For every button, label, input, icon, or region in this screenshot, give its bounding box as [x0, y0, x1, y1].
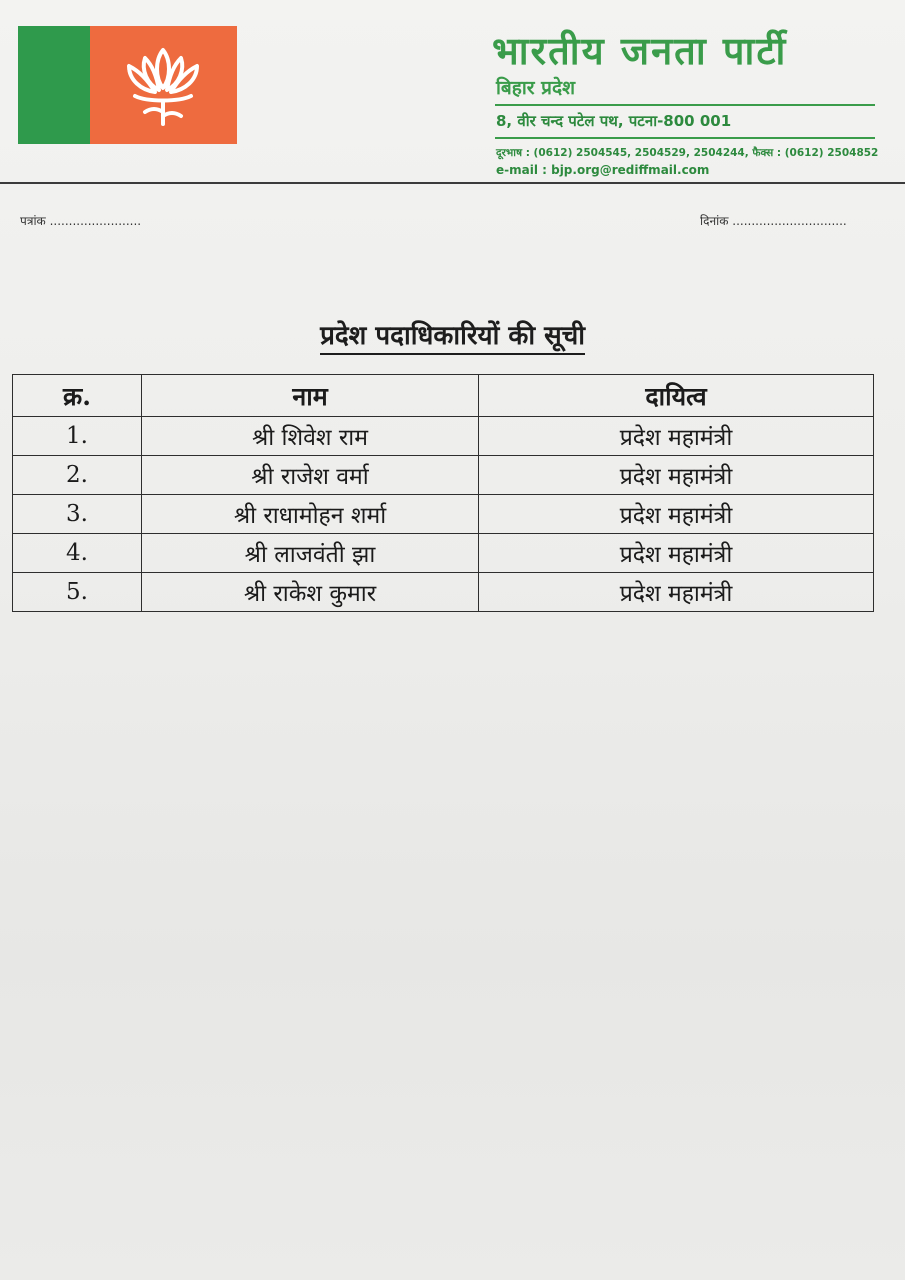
serial-cell: 2. — [13, 456, 142, 495]
column-header-serial: क्र. — [13, 375, 142, 417]
flag-green-band — [18, 26, 90, 144]
document-title-text: प्रदेश पदाधिकारियों की सूची — [320, 321, 585, 355]
phone-fax-line: दूरभाष : (0612) 2504545, 2504529, 2504244, फैक्स : (0612) 2504852 — [496, 147, 879, 159]
header-divider-top — [495, 104, 875, 106]
name-cell: श्री राधामोहन शर्मा — [142, 495, 479, 534]
serial-cell: 4. — [13, 534, 142, 573]
party-flag-logo — [18, 26, 237, 144]
table-row — [13, 495, 874, 534]
flag-saffron-field — [90, 26, 237, 144]
name-cell: श्री शिवेश राम — [142, 417, 479, 456]
column-header-role: दायित्व — [479, 375, 874, 417]
org-name: भारतीय जनता पार्टी — [492, 29, 788, 73]
name-cell: श्री राकेश कुमार — [142, 573, 479, 612]
office-address: 8, वीर चन्द पटेल पथ, पटना-800 001 — [496, 112, 732, 130]
email-line: e-mail : bjp.org@rediffmail.com — [496, 163, 710, 177]
column-header-name: नाम — [142, 375, 479, 417]
serial-cell: 1. — [13, 417, 142, 456]
date-field: दिनांक .............................. — [700, 214, 847, 228]
serial-cell: 3. — [13, 495, 142, 534]
lotus-icon — [115, 40, 211, 132]
table-header-row — [13, 375, 874, 417]
role-cell: प्रदेश महामंत्री — [479, 495, 874, 534]
role-cell: प्रदेश महामंत्री — [479, 456, 874, 495]
header-divider-bottom — [495, 137, 875, 139]
table-row — [13, 417, 874, 456]
serial-cell: 5. — [13, 573, 142, 612]
state-unit: बिहार प्रदेश — [496, 77, 575, 99]
reference-number: पत्रांक ........................ — [20, 214, 142, 228]
role-cell: प्रदेश महामंत्री — [479, 417, 874, 456]
name-cell: श्री लाजवंती झा — [142, 534, 479, 573]
name-cell: श्री राजेश वर्मा — [142, 456, 479, 495]
table-row — [13, 456, 874, 495]
letterhead-rule — [0, 182, 905, 184]
table-row — [13, 534, 874, 573]
document-title — [0, 316, 905, 352]
role-cell: प्रदेश महामंत्री — [479, 573, 874, 612]
officers-table — [12, 374, 874, 612]
role-cell: प्रदेश महामंत्री — [479, 534, 874, 573]
table-row — [13, 573, 874, 612]
